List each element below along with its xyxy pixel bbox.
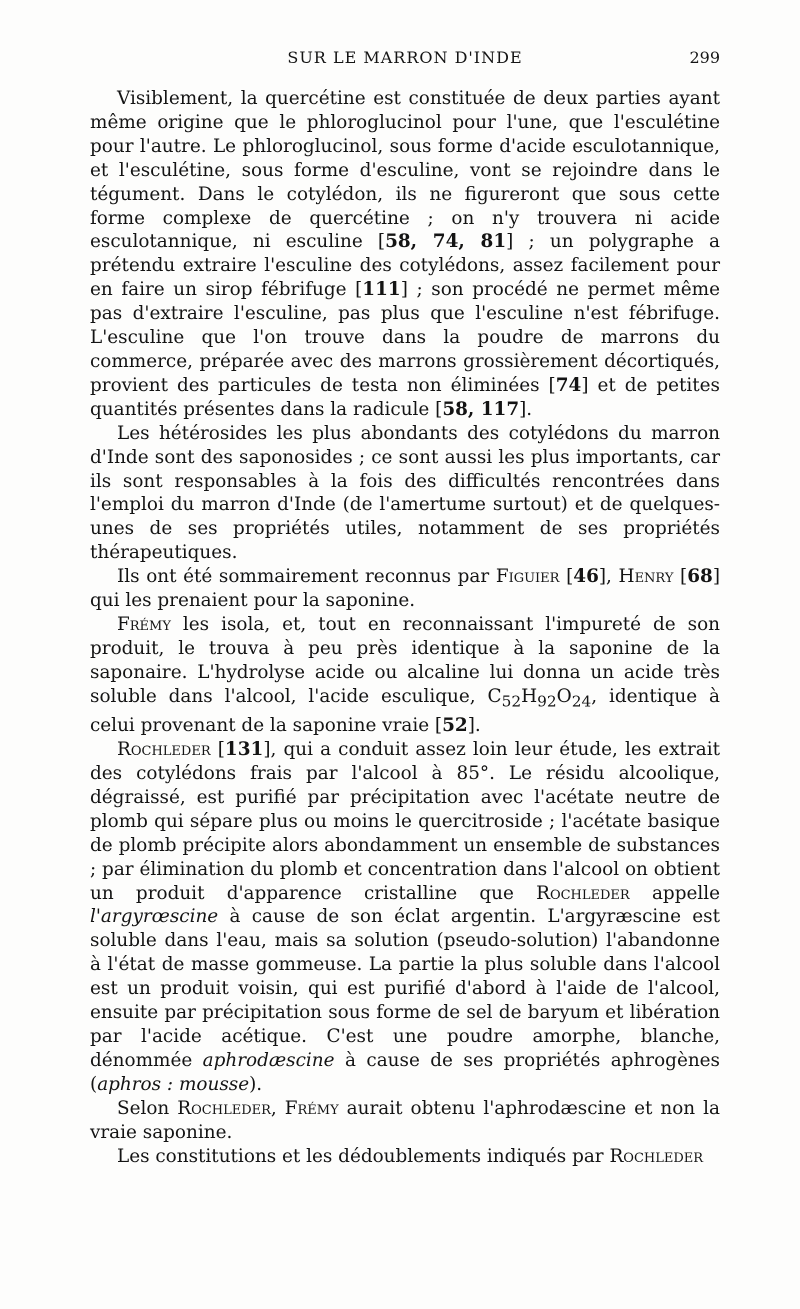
- reference-number: 46: [573, 566, 599, 588]
- reference-number: 68: [687, 566, 713, 588]
- paragraph-rochleder: [90, 738, 720, 1097]
- paragraph-heterosides: Les hétérosides les plus abondants des cotylédons du marron d'Inde sont des saponosides ; ce sont aussi les plus importants, car ils sont responsables à la fois des difficultés rencontrées dans l'emploi du marron d'Inde (de l'amertume surtout) et de quelques-unes de ses propriétés utiles, notamment de ses propriétés thérapeutiques.: [90, 422, 720, 564]
- text-run: ].: [467, 715, 481, 737]
- text-run: ], qui a conduit assez loin leur étude, les extrait des cotylédons frais par l'alcool à 85°. Le résidu alcoolique, dégraissé, est purifié par précipitation avec l'acétate neutre de plomb qui sépare plus ou moins le quercitroside ; l'acétate basique de plomb précipite alors abondamment un ensemble de substances ; par élimination du plomb et concentration dans l'alcool on obtient un produit d'apparence cristalline que: [90, 739, 720, 904]
- italic-term: l'argyrœscine: [90, 906, 219, 928]
- author-name: Rochleder: [536, 882, 630, 904]
- text-run: O: [556, 685, 572, 707]
- text-run: à cause de son éclat argentin. L'argyræscine est soluble dans l'eau, mais sa solution (pseudo-solution) l'abandonne à l'état de masse gommeuse. La partie la plus soluble dans l'alcool est un produit voisin, qui est purifié d'abord à l'aide de l'alcool, ensuite par précipitation sous forme de sel de baryum et libération par l'acide acétique. C'est une poudre amorphe, blanche, dénommée: [90, 906, 720, 1071]
- author-name: Frémy: [117, 613, 171, 635]
- text-run: Les constitutions et les dédoublements indiqués par: [117, 1145, 610, 1167]
- text-run: appelle: [629, 882, 721, 904]
- text-run: [: [673, 566, 688, 588]
- author-name: Rochleder: [177, 1097, 271, 1119]
- paragraph-quercetine: [90, 87, 720, 422]
- page-header: [90, 48, 720, 76]
- text-run: H: [521, 685, 538, 707]
- text-run: Selon: [117, 1097, 178, 1119]
- reference-number: 52: [442, 715, 468, 737]
- text-run: ] qui les prenaient pour la saponine.: [90, 566, 720, 612]
- formula-subscript: 24: [571, 692, 592, 711]
- author-name: Rochleder: [117, 739, 211, 761]
- paragraph-constitutions: [90, 1145, 720, 1169]
- italic-term: aphrodæscine: [202, 1049, 335, 1071]
- author-name: Henry: [618, 566, 674, 588]
- author-name: Frémy: [284, 1097, 339, 1119]
- text-run: ] ; son procédé ne permet même pas d'extraire l'esculine, pas plus que l'esculine n'est fébrifuge. L'esculine que l'on trouve dans la poudre de marrons du commerce, préparée avec des marrons grossièrement décortiqués, provient des particules de testa non éliminées [: [90, 279, 720, 396]
- formula-subscript: 92: [537, 692, 557, 711]
- reference-number: 111: [362, 279, 401, 301]
- text-run: Ils ont été sommairement reconnus par: [117, 566, 496, 588]
- text-run: , identique à celui provenant de la saponine vraie [: [90, 685, 720, 737]
- text-run: [: [559, 566, 574, 588]
- reference-number: 58, 74, 81: [385, 231, 507, 253]
- page-number: 299: [689, 48, 720, 67]
- reference-number: 58, 117: [442, 398, 520, 420]
- italic-term: aphros : mousse: [97, 1073, 250, 1095]
- text-run: ).: [249, 1073, 263, 1095]
- reference-number: 131: [224, 739, 264, 761]
- author-name: Figuier: [495, 566, 560, 588]
- author-name: Rochleder: [609, 1145, 704, 1167]
- paragraph-selon: [90, 1097, 720, 1145]
- text-run: Visiblement, la quercétine est constituée de deux parties ayant même origine que le phloroglucinol pour l'une, que l'esculétine pour l'autre. Le phloroglucinol, sous forme d'acide esculotannique, et l'esculétine, sous forme d'esculine, vont se rejoindre dans le tégument. Dans le cotylédon, ils ne figureront que sous cette forme complexe de quercétine ; on n'y trouvera ni acide esculotannique, ni esculine [: [90, 88, 720, 253]
- paragraph-fremy: [90, 613, 720, 738]
- body-text: [90, 87, 720, 1168]
- paragraph-reconnus: [90, 565, 720, 613]
- text-run: à cause de ses propriétés aphrogènes (: [90, 1049, 720, 1095]
- reference-number: 74: [555, 374, 582, 396]
- text-run: ,: [270, 1097, 285, 1119]
- text-run: ] et de petites quantités présentes dans la radicule [: [90, 374, 720, 420]
- text-run: ].: [519, 398, 533, 420]
- text-run: ] ; un polygraphe a prétendu extraire l'esculine des cotylédons, assez facilement pour en faire un sirop fébrifuge [: [90, 231, 720, 301]
- text-run: les isola, et, tout en reconnaissant l'impureté de son produit, le trouva à peu près identique à la saponine de la saponaire. L'hydrolyse acide ou alcaline lui donna un acide très soluble dans l'alcool, l'acide esculique, C: [90, 613, 720, 707]
- formula-subscript: 52: [501, 692, 522, 711]
- text-run: [: [210, 739, 225, 761]
- running-title: SUR LE MARRON D'INDE: [287, 48, 523, 67]
- text-run: ],: [598, 566, 619, 588]
- text-run: aurait obtenu l'aphrodæscine et non la vraie saponine.: [90, 1097, 720, 1143]
